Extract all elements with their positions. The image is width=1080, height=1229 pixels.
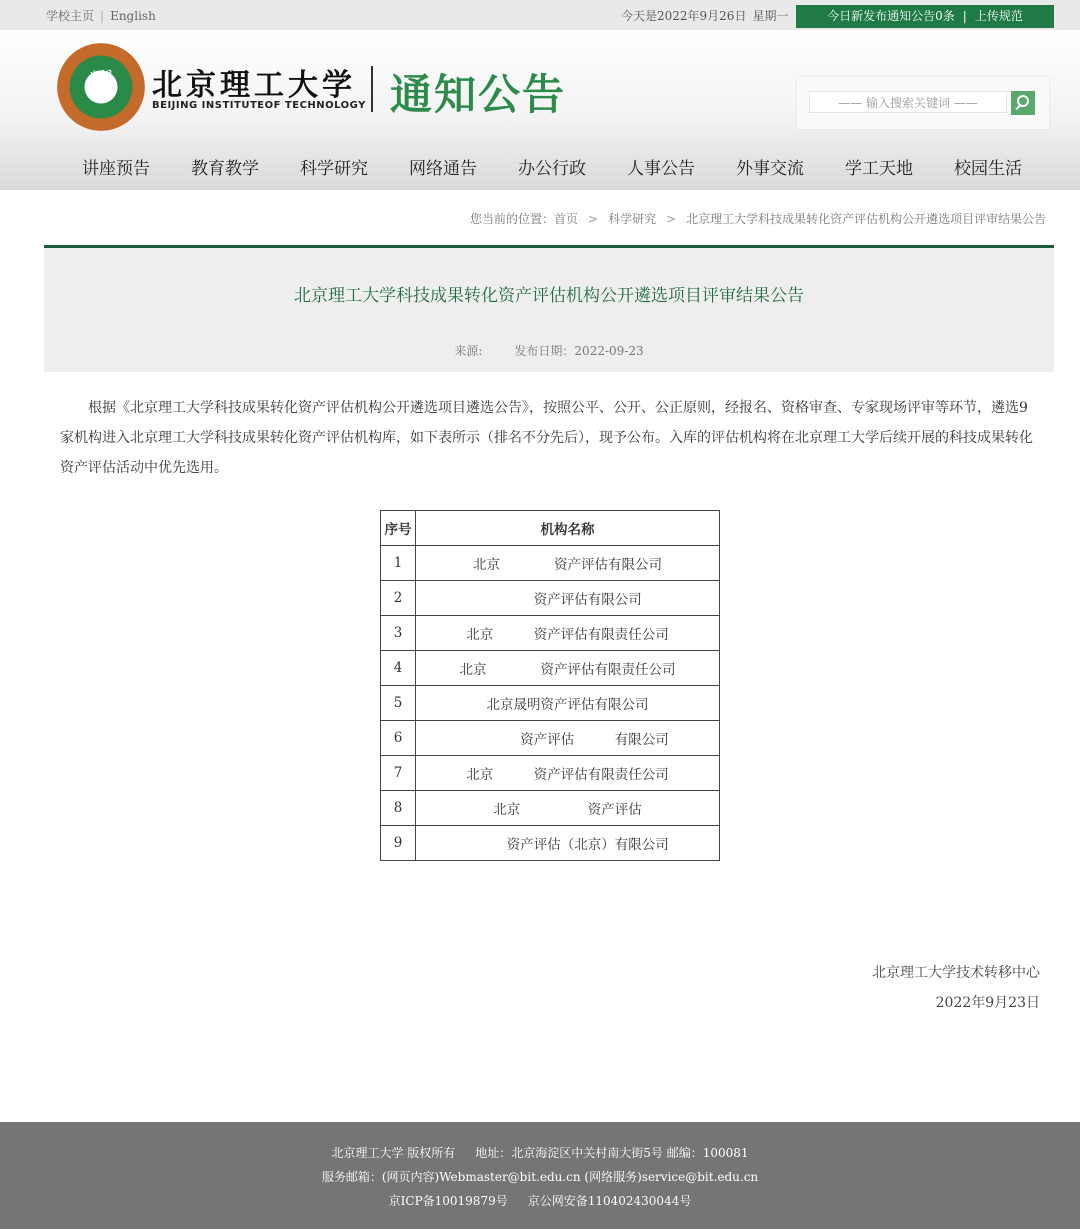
row-index: 8 [381,791,416,826]
nav-item-lectures[interactable]: 讲座预告 [82,159,150,179]
table-row [381,651,720,686]
institution-table [380,510,764,861]
footer-police-record[interactable]: 京公网安备110402430044号 [527,1194,692,1208]
site-title: 通知公告 [390,70,567,119]
column-header-index: 序号 [381,511,416,546]
breadcrumb-home[interactable]: 首页 [554,212,579,226]
school-home-link[interactable]: 学校主页 [46,9,95,23]
row-institution-name: 资产评估（北京）有限公司 [416,826,720,861]
signature-org: 北京理工大学技术转移中心 [872,965,1040,981]
table-row [381,686,720,721]
row-institution-name: 北京 资产评估 [416,791,720,826]
top-links-separator: | [100,9,105,23]
search-box [797,77,1049,129]
search-input[interactable]: —— 输入搜索关键词 —— [809,91,1007,113]
table-row [381,616,720,651]
university-name-en: BEIJING INSTITUTEOF TECHNOLOGY [152,100,366,111]
notice-bar-separator: | [962,9,967,23]
footer-line-3 [0,1192,1080,1209]
row-index: 5 [381,686,416,721]
search-button[interactable] [1011,91,1035,115]
english-link[interactable]: English [110,9,156,23]
row-index: 9 [381,826,416,861]
today-notice-count-link[interactable]: 今日新发布通知公告0条 [827,9,955,23]
breadcrumb [470,210,1046,227]
table-row [381,721,720,756]
signature-date: 2022年9月23日 [935,995,1040,1011]
notice-bar [796,5,1054,28]
article-meta [44,342,1054,359]
site-header [0,30,1080,190]
top-links [46,7,156,24]
top-bar [0,0,1080,30]
table-row [381,826,720,861]
footer-icp[interactable]: 京ICP备10019879号 [388,1194,508,1208]
table-row [381,791,720,826]
table-row [381,581,720,616]
breadcrumb-current: 北京理工大学科技成果转化资产评估机构公开遴选项目评审结果公告 [686,212,1047,226]
signature-block [800,958,1040,1018]
university-name-cn[interactable]: 北京理工大学 [152,68,356,103]
university-emblem-icon[interactable]: 🕊 [57,43,145,131]
row-index: 6 [381,721,416,756]
row-institution-name: 北京 资产评估有限公司 [416,546,720,581]
weekday-text: 星期一 [752,9,789,23]
footer-line-1 [0,1144,1080,1161]
main-nav [0,150,1080,190]
row-index: 1 [381,546,416,581]
nav-item-research[interactable]: 科学研究 [300,159,368,179]
upload-guide-link[interactable]: 上传规范 [974,9,1023,23]
footer-address: 地址：北京海淀区中关村南大街5号 邮编：100081 [475,1146,749,1160]
article-body: 根据《北京理工大学科技成果转化资产评估机构公开遴选项目遴选公告》，按照公平、公开、公正原则，经报名、资格审查、专家现场评审等环节，遴选9家机构进入北京理工大学科技成果转化资产评估机构库，如下表所示（排名不分先后），现予公布。入库的评估机构将在北京理工大学后续开展的科技成果转化资产评估活动中优先选用。 [60,400,1033,476]
row-institution-name: 北京 资产评估有限责任公司 [416,616,720,651]
breadcrumb-prefix: 您当前的位置： [470,212,555,226]
article-source: 来源: [454,344,483,358]
footer-copyright: 北京理工大学 版权所有 [331,1146,456,1160]
row-institution-name: 资产评估 有限公司 [416,721,720,756]
table-row [381,546,720,581]
nav-item-network[interactable]: 网络通告 [409,159,477,179]
nav-item-foreign-affairs[interactable]: 外事交流 [736,159,804,179]
nav-item-campus-life[interactable]: 校园生活 [954,159,1022,179]
table-row [381,756,720,791]
row-index: 4 [381,651,416,686]
breadcrumb-arrow-2: > [666,212,677,226]
logo-divider [371,66,373,112]
row-index: 2 [381,581,416,616]
column-header-name: 机构名称 [416,511,720,546]
nav-item-student-affairs[interactable]: 学工天地 [845,159,913,179]
nav-item-education[interactable]: 教育教学 [191,159,259,179]
breadcrumb-arrow-1: > [588,212,599,226]
row-index: 3 [381,616,416,651]
row-institution-name: 北京晟明资产评估有限公司 [416,686,720,721]
row-institution-name: 北京 资产评估有限责任公司 [416,756,720,791]
article-publish-date: 发布日期：2022-09-23 [514,344,644,358]
row-institution-name: 资产评估有限公司 [416,581,720,616]
row-institution-name: 北京 资产评估有限责任公司 [416,651,720,686]
article-header [44,245,1054,372]
table-header-row [381,511,720,546]
row-index: 7 [381,756,416,791]
breadcrumb-category[interactable]: 科学研究 [608,212,657,226]
article-title: 北京理工大学科技成果转化资产评估机构公开遴选项目评审结果公告 [294,286,804,306]
date-text: 今天是2022年9月26日 [621,9,747,23]
site-footer [0,1122,1080,1229]
date-display [621,7,794,24]
footer-line-2: 服务邮箱：(网页内容)Webmaster@bit.edu.cn (网络服务)service@bit.edu.cn [321,1170,759,1184]
nav-item-administration[interactable]: 办公行政 [518,159,586,179]
nav-item-personnel[interactable]: 人事公告 [627,159,695,179]
